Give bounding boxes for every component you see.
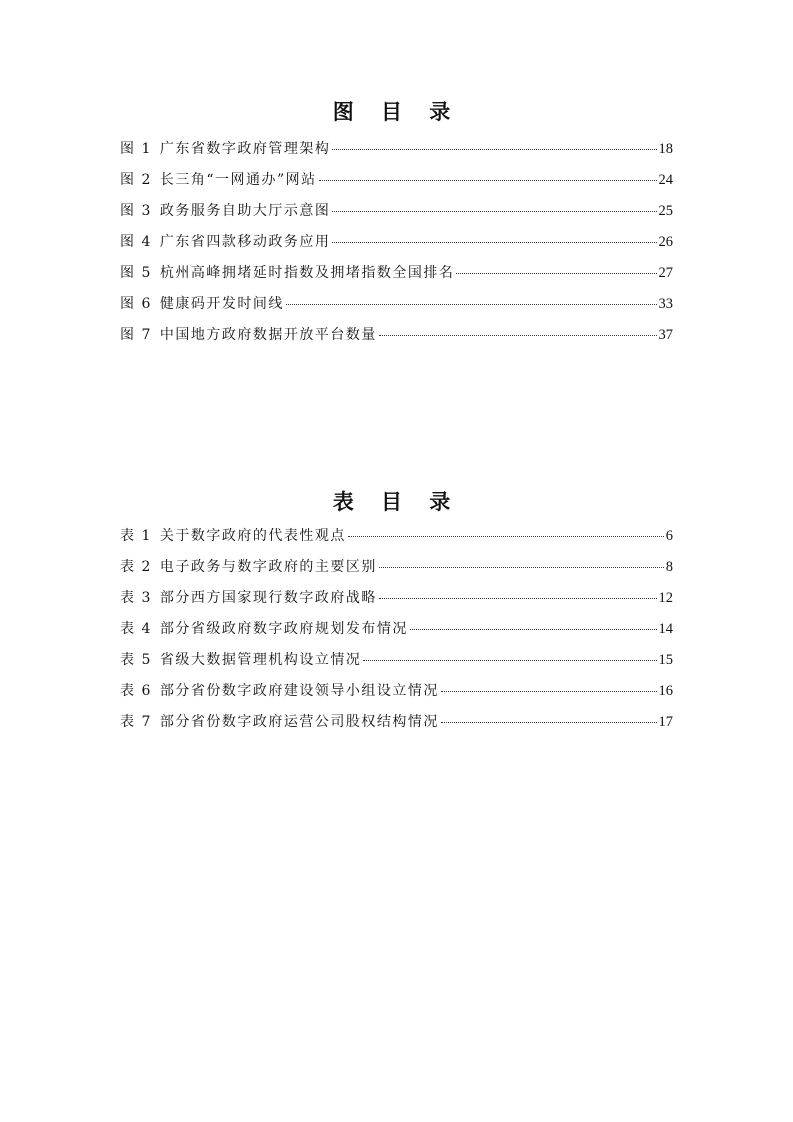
figures-toc-list <box>120 137 673 354</box>
toc-entry-page: 16 <box>658 683 673 699</box>
toc-entry-label <box>120 168 317 192</box>
toc-entry-page: 25 <box>658 203 673 219</box>
dot-leader <box>441 691 657 692</box>
dot-leader <box>379 335 657 336</box>
toc-entry-number: 表 5 <box>120 652 152 668</box>
toc-entry-page: 24 <box>658 172 673 188</box>
dot-leader <box>379 598 657 599</box>
toc-entry-page: 27 <box>658 265 673 281</box>
toc-entry-figure-3[interactable] <box>120 199 673 230</box>
toc-entry-number: 图 5 <box>120 265 152 281</box>
toc-entry-number: 表 3 <box>120 590 152 606</box>
toc-entry-page: 8 <box>665 559 673 575</box>
toc-entry-figure-6[interactable] <box>120 292 673 323</box>
toc-entry-table-4[interactable] <box>120 617 673 648</box>
toc-entry-text: 杭州高峰拥堵延时指数及拥堵指数全国排名 <box>159 265 455 281</box>
toc-entry-number: 表 7 <box>120 714 152 730</box>
toc-entry-table-7[interactable] <box>120 710 673 741</box>
dot-leader <box>441 722 657 723</box>
toc-entry-label <box>120 648 361 672</box>
toc-entry-number: 表 6 <box>120 683 152 699</box>
toc-entry-table-3[interactable] <box>120 586 673 617</box>
toc-entry-text: 长三角“一网通办”网站 <box>159 172 317 188</box>
tables-toc-title: 表 目 录 <box>332 490 461 514</box>
toc-entry-table-6[interactable] <box>120 679 673 710</box>
toc-entry-page: 14 <box>658 621 673 637</box>
toc-entry-figure-4[interactable] <box>120 230 673 261</box>
toc-entry-number: 图 2 <box>120 172 152 188</box>
toc-entry-table-5[interactable] <box>120 648 673 679</box>
toc-entry-number: 图 7 <box>120 327 152 343</box>
toc-entry-label <box>120 230 330 254</box>
toc-entry-label <box>120 323 377 347</box>
toc-entry-page: 6 <box>665 528 673 544</box>
toc-entry-label <box>120 524 346 548</box>
toc-entry-number: 图 4 <box>120 234 152 250</box>
toc-entry-text: 部分省份数字政府建设领导小组设立情况 <box>159 683 439 699</box>
toc-entry-number: 图 1 <box>120 141 152 157</box>
toc-entry-text: 部分西方国家现行数字政府战略 <box>159 590 377 606</box>
tables-toc-list <box>120 524 673 741</box>
toc-entry-label <box>120 137 330 161</box>
toc-entry-text: 政务服务自助大厅示意图 <box>159 203 331 219</box>
toc-entry-number: 表 1 <box>120 528 152 544</box>
toc-entry-text: 关于数字政府的代表性观点 <box>159 528 346 544</box>
dot-leader <box>348 536 664 537</box>
toc-entry-number: 表 2 <box>120 559 152 575</box>
dot-leader <box>410 629 657 630</box>
toc-entry-text: 省级大数据管理机构设立情况 <box>159 652 362 668</box>
toc-entry-table-1[interactable] <box>120 524 673 555</box>
toc-entry-label <box>120 555 377 579</box>
toc-entry-page: 33 <box>658 296 673 312</box>
toc-entry-figure-2[interactable] <box>120 168 673 199</box>
toc-entry-number: 图 6 <box>120 296 152 312</box>
toc-entry-page: 12 <box>658 590 673 606</box>
toc-entry-page: 37 <box>658 327 673 343</box>
toc-entry-text: 广东省四款移动政务应用 <box>159 234 331 250</box>
toc-entry-text: 部分省份数字政府运营公司股权结构情况 <box>159 714 439 730</box>
dot-leader <box>456 273 656 274</box>
toc-entry-number: 表 4 <box>120 621 152 637</box>
dot-leader <box>319 180 657 181</box>
toc-entry-page: 15 <box>658 652 673 668</box>
toc-entry-text: 健康码开发时间线 <box>159 296 284 312</box>
dot-leader <box>363 660 656 661</box>
toc-entry-text: 电子政务与数字政府的主要区别 <box>159 559 377 575</box>
toc-entry-number: 图 3 <box>120 203 152 219</box>
toc-entry-text: 部分省级政府数字政府规划发布情况 <box>159 621 408 637</box>
dot-leader <box>332 242 656 243</box>
toc-entry-label <box>120 617 408 641</box>
toc-entry-text: 中国地方政府数据开放平台数量 <box>159 327 377 343</box>
dot-leader <box>332 211 656 212</box>
figures-toc-title: 图 目 录 <box>332 100 461 124</box>
dot-leader <box>379 567 664 568</box>
toc-entry-label <box>120 292 284 316</box>
dot-leader <box>332 149 656 150</box>
toc-entry-page: 26 <box>658 234 673 250</box>
toc-entry-label <box>120 710 439 734</box>
toc-entry-figure-7[interactable] <box>120 323 673 354</box>
toc-entry-page: 17 <box>658 714 673 730</box>
toc-entry-label <box>120 679 439 703</box>
toc-entry-text: 广东省数字政府管理架构 <box>159 141 331 157</box>
toc-entry-label <box>120 586 377 610</box>
toc-entry-table-2[interactable] <box>120 555 673 586</box>
toc-entry-page: 18 <box>658 141 673 157</box>
toc-entry-figure-1[interactable] <box>120 137 673 168</box>
toc-entry-label <box>120 199 330 223</box>
dot-leader <box>286 304 657 305</box>
toc-entry-label <box>120 261 454 285</box>
toc-entry-figure-5[interactable] <box>120 261 673 292</box>
